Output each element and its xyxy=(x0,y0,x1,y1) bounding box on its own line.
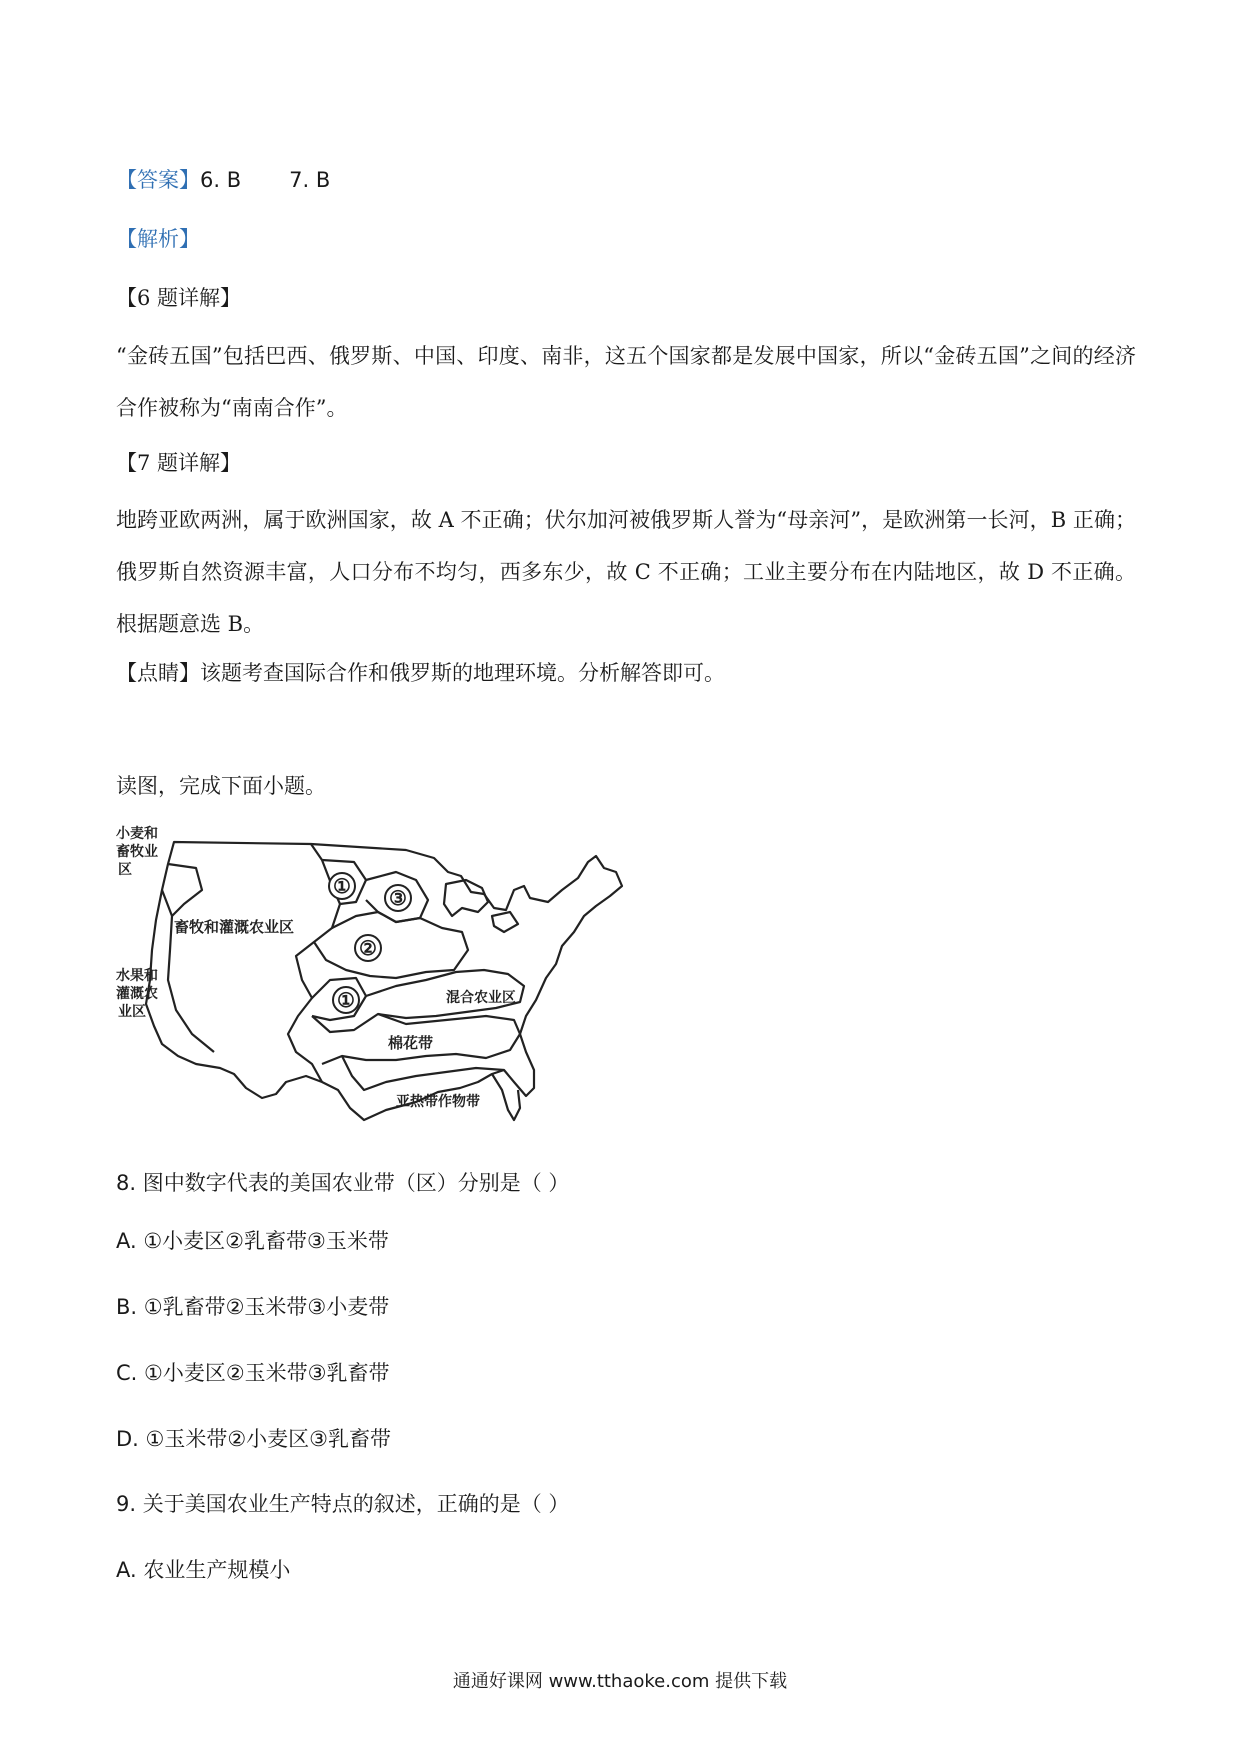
label-wheat-ranch-1: 小麦和 xyxy=(116,826,158,842)
intro-text: 读图，完成下面小题。 xyxy=(116,774,326,798)
label-n1-north: ① xyxy=(333,874,351,898)
q7-detail-text: 地跨亚欧两洲，属于欧洲国家，故 A 不正确；伏尔加河被俄罗斯人誉为“母亲河”，是欧洲第一长河，B 正确；俄罗斯自然资源丰富，人口分布不均匀，西多东少，故 C 不正确；工业主要分布在内陆地区，故 D 不正确。根据题意选 B。 xyxy=(116,508,1136,636)
label-wheat-ranch-2: 畜牧业 xyxy=(116,844,158,860)
boundary-wheat-ranch xyxy=(168,864,202,916)
label-ranching: 畜牧和灌溉农业区 xyxy=(174,918,295,936)
boundary-fruit-strip xyxy=(162,890,214,1052)
answer-label: 【答案】 xyxy=(116,168,200,192)
comment-text: 该题考查国际合作和俄罗斯的地理环境。分析解答即可。 xyxy=(200,661,725,685)
q8-option-d: D. ①玉米带②小麦区③乳畜带 xyxy=(116,1427,391,1451)
footer-source: 通通好课网 www.tthaoke.com 提供下载 xyxy=(452,1671,788,1692)
florida xyxy=(492,1074,520,1120)
us-agriculture-map xyxy=(116,820,636,1140)
label-subtropical: 亚热带作物带 xyxy=(396,1094,480,1110)
comment-label: 【点睛】 xyxy=(116,661,200,685)
label-n3: ③ xyxy=(389,886,407,910)
label-cotton: 棉花带 xyxy=(388,1034,434,1052)
q9-option-a: A. 农业生产规模小 xyxy=(116,1558,291,1582)
label-n1-south: ① xyxy=(337,988,355,1012)
q8-option-a: A. ①小麦区②乳畜带③玉米带 xyxy=(116,1229,389,1253)
q6-detail-text: “金砖五国”包括巴西、俄罗斯、中国、印度、南非，这五个国家都是发展中国家，所以“金砖五国”之间的经济合作被称为“南南合作”。 xyxy=(116,344,1136,420)
q8-stem: 8. 图中数字代表的美国农业带（区）分别是（ ） xyxy=(116,1171,570,1195)
q7-detail-heading: 【7 题详解】 xyxy=(116,451,242,475)
analysis-label: 【解析】 xyxy=(116,227,200,251)
label-fruit-1: 水果和 xyxy=(116,968,158,984)
answer-q7: 7. B xyxy=(289,168,331,192)
us-outline xyxy=(146,842,622,1120)
label-n2: ② xyxy=(359,936,377,960)
label-mixed: 混合农业区 xyxy=(446,990,516,1006)
q8-option-b: B. ①乳畜带②玉米带③小麦带 xyxy=(116,1295,390,1319)
answer-q6: 6. B xyxy=(200,168,242,192)
q8-option-c: C. ①小麦区②玉米带③乳畜带 xyxy=(116,1361,390,1385)
q6-detail-heading: 【6 题详解】 xyxy=(116,286,242,310)
label-fruit-3: 业区 xyxy=(118,1004,146,1020)
label-fruit-2: 灌溉农 xyxy=(116,986,158,1002)
boundary-n2 xyxy=(314,912,468,978)
answer-line xyxy=(116,167,330,193)
comment-line xyxy=(116,660,725,686)
label-wheat-ranch-3: 区 xyxy=(118,862,132,878)
q9-stem: 9. 关于美国农业生产特点的叙述，正确的是（ ） xyxy=(116,1492,570,1516)
